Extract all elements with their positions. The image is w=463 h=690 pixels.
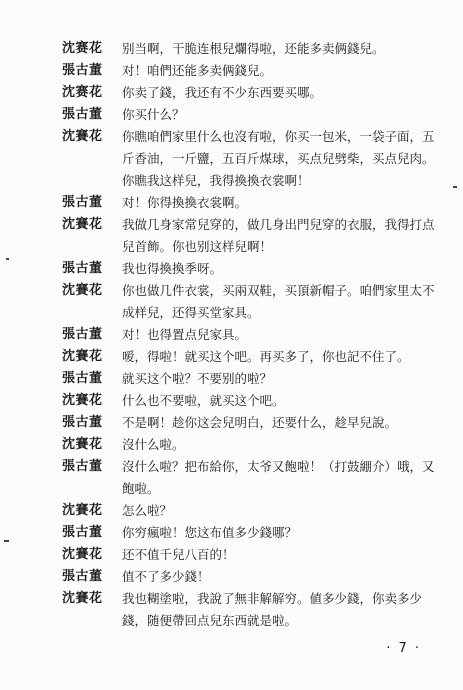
dialogue-line [62,368,442,390]
dialogue-line [62,566,442,588]
speaker-name: 沈賽花 [62,591,103,606]
script-dialogue [62,38,442,632]
speaker-name: 沈賽花 [62,129,103,144]
speaker-name: 張古董 [62,525,103,540]
dialogue-line [62,588,442,632]
dialogue-line [62,522,442,544]
speaker-name: 張古董 [62,107,103,122]
speaker-name: 張古董 [62,569,103,584]
speaker-name: 沈赛花 [62,85,103,100]
speech-text: 我做几身家常兒穿的，做几身出門兒穿的衣服，我得打点兒首飾。你也别这样兒啊！ [122,217,435,254]
dialogue-line [62,258,442,280]
speech-text: 沒什么啦。 [122,437,185,452]
speaker-name: 張古董 [62,459,103,474]
dialogue-line [62,434,442,456]
dialogue-line [62,82,442,104]
dialogue-line [62,126,442,192]
speaker-name: 張古董 [62,371,103,386]
speaker-name: 沈賽花 [62,547,103,562]
margin-mark [4,540,9,542]
speech-text: 对！你得換換衣裳啊。 [122,195,248,210]
dialogue-line [62,500,442,522]
dialogue-line [62,192,442,214]
speech-text: 你卖了錢，我还有不少东西要买哪。 [122,85,323,100]
speaker-name: 張古董 [62,261,103,276]
speaker-name: 沈賽花 [62,349,103,364]
dialogue-line [62,60,442,82]
speech-text: 你也做几件衣裳，买兩双鞋，买頂新帽子。咱們家里太不成样兒，还得买堂家具。 [122,283,435,320]
speech-text: 你瞧咱們家里什么也沒有啦，你买一包米，一袋子面，五斤香油，一斤鹽，五百斤煤球，买点兒劈柴，买点兒肉。你瞧我这样兒，我得換換衣裳啊！ [122,129,435,188]
dialogue-line [62,456,442,500]
speaker-name: 沈賽花 [62,437,103,452]
speech-text: 嗳，得啦！就买这个吧。再买多了，你也記不住了。 [122,349,410,364]
speaker-name: 張古董 [62,327,103,342]
margin-mark [453,186,457,188]
speaker-name: 沈賽花 [62,393,103,408]
dialogue-line [62,324,442,346]
dialogue-line [62,280,442,324]
speech-text: 怎么啦？ [122,503,173,518]
speaker-name: 張古董 [62,195,103,210]
dialogue-line [62,214,442,258]
speaker-name: 沈賽花 [62,283,103,298]
speech-text: 沒什么啦？把布給你，太爷又飽啦！（打鼓綳介）哦，又飽啦。 [122,459,435,496]
speech-text: 我也糊塗啦，我說了無非解解穷。値多少錢，你卖多少錢，随便帶回点兒东西就是啦。 [122,591,423,628]
speech-text: 什么也不要啦，就买这个吧。 [122,393,285,408]
speaker-name: 沈賽花 [62,217,103,232]
speaker-name: 沈賽花 [62,503,103,518]
speech-text: 我也得換換季呀。 [122,261,223,276]
dialogue-line [62,390,442,412]
speaker-name: 張古董 [62,415,103,430]
dialogue-line [62,104,442,126]
speech-text: 不是啊！趁你这会兒明白，还要什么，趁早兒說。 [122,415,398,430]
speech-text: 还不值千兒八百的！ [122,547,235,562]
speech-text: 就买这个啦？不要别的啦？ [122,371,273,386]
dialogue-line [62,346,442,368]
speech-text: 你穷瘋啦！您这布值多少錢哪？ [122,525,298,540]
speech-text: 值不了多少錢！ [122,569,210,584]
margin-mark [6,258,9,260]
dialogue-line [62,544,442,566]
dialogue-line [62,412,442,434]
speech-text: 对！也得置点兒家具。 [122,327,248,342]
speaker-name: 張古董 [62,63,103,78]
speech-text: 对！咱們还能多卖俩錢兒。 [122,63,273,78]
speech-text: 别当啊，干脆连根兒爛得啦，还能多卖俩錢兒。 [122,41,385,56]
dialogue-line [62,38,442,60]
page-number: · 7 · [386,641,421,656]
speaker-name: 沈赛花 [62,41,103,56]
speech-text: 你买什么？ [122,107,185,122]
